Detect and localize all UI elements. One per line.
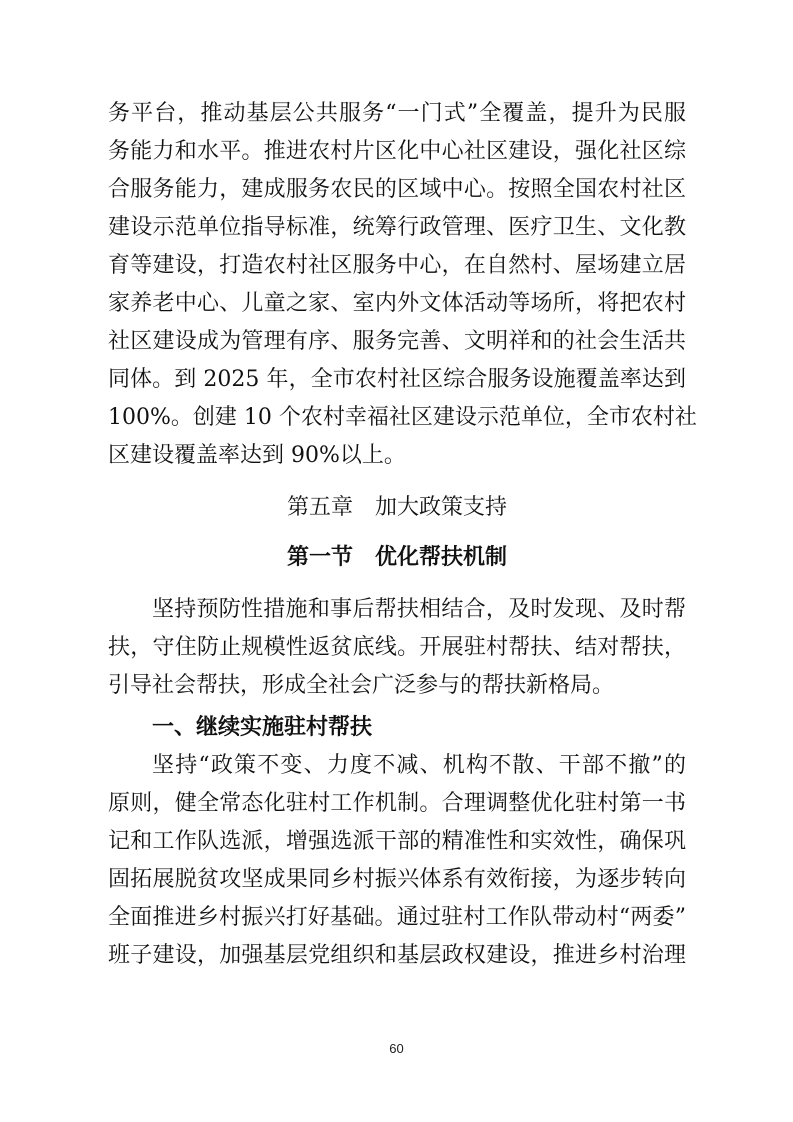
subheading-paragraph (108, 747, 686, 975)
text-line: 引导社会帮扶，形成全社会广泛参与的帮扶新格局。 (108, 673, 615, 698)
text-line: 同体。到 2025 年，全市农村社区综合服务设施覆盖率达到 (108, 367, 686, 392)
text-line: 合服务能力，建成服务农民的区域中心。按照全国农村社区 (108, 177, 686, 202)
text-line: 固拓展脱贫攻坚成果同乡村振兴体系有效衔接，为逐步转向 (108, 867, 686, 892)
chapter-heading: 第五章 加大政策支持 (286, 495, 507, 520)
text-line: 全面推进乡村振兴打好基础。通过驻村工作队带动村“两委” (108, 905, 686, 930)
text-line: 区建设覆盖率达到 90%以上。 (108, 443, 406, 468)
text-line: 家养老中心、儿童之家、室内外文体活动等场所，将把农村 (108, 291, 686, 316)
page-content (108, 95, 697, 975)
section-paragraph (108, 591, 686, 705)
text-line: 坚持预防性措施和事后帮扶相结合，及时发现、及时帮 (152, 597, 686, 622)
text-line: 社区建设成为管理有序、服务完善、文明祥和的社会生活共 (108, 329, 686, 354)
text-line: 扶，守住防止规模性返贫底线。开展驻村帮扶、结对帮扶， (108, 635, 686, 660)
text-line: 建设示范单位指导标准，统筹行政管理、医疗卫生、文化教 (108, 215, 686, 240)
section-heading: 第一节 优化帮扶机制 (286, 545, 507, 570)
text-line: 育等建设，打造农村社区服务中心，在自然村、屋场建立居 (108, 253, 686, 278)
subheading: 一、继续实施驻村帮扶 (152, 715, 373, 740)
text-line: 100%。创建 10 个农村幸福社区建设示范单位，全市农村社 (108, 405, 697, 430)
intro-paragraph (108, 95, 697, 475)
text-line: 班子建设，加强基层党组织和基层政权建设，推进乡村治理 (108, 943, 686, 968)
text-line: 务平台，推动基层公共服务“一门式”全覆盖，提升为民服 (108, 101, 686, 126)
text-line: 记和工作队选派，增强选派干部的精准性和实效性，确保巩 (108, 829, 686, 854)
page-number: 60 (389, 1041, 404, 1056)
text-line: 坚持“政策不变、力度不减、机构不散、干部不撤”的 (152, 753, 686, 778)
text-line: 原则，健全常态化驻村工作机制。合理调整优化驻村第一书 (108, 791, 686, 816)
text-line: 务能力和水平。推进农村片区化中心社区建设，强化社区综 (108, 139, 686, 164)
